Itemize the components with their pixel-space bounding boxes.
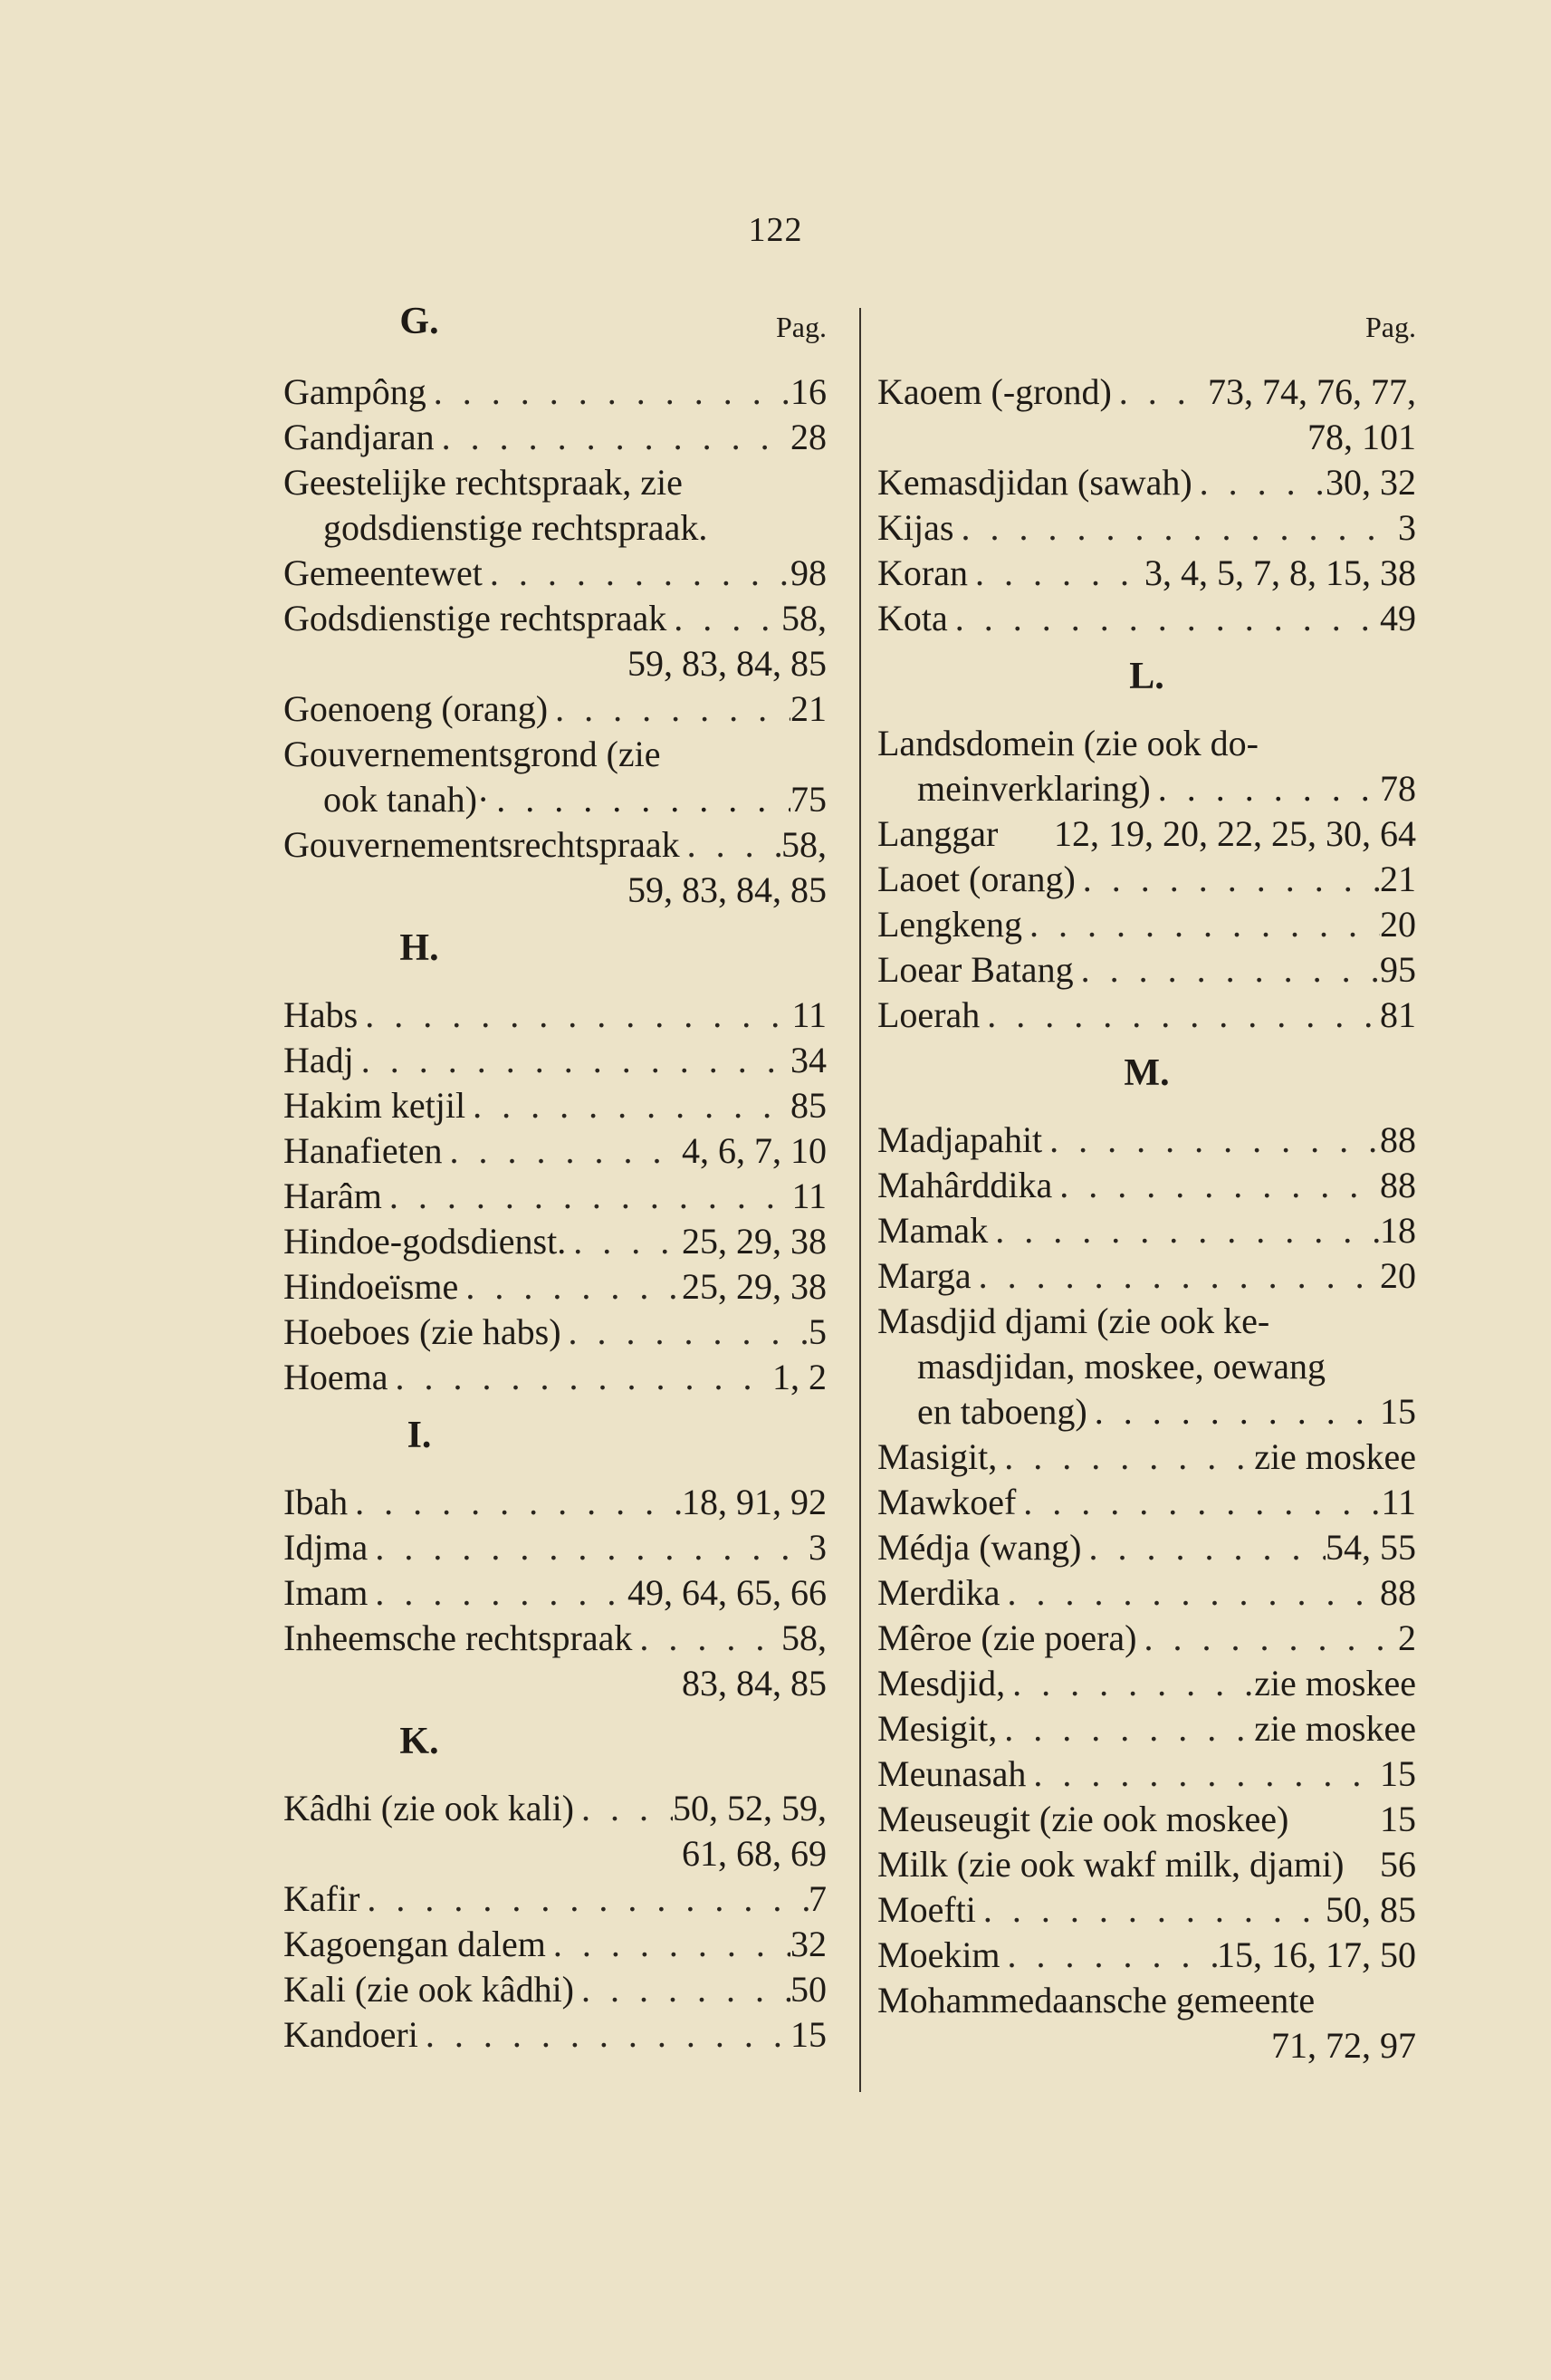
entry-pages-continued: 61, 68, 69 bbox=[682, 1833, 827, 1874]
entry-pages: 3 bbox=[809, 1527, 827, 1568]
index-entry bbox=[877, 1118, 1416, 1163]
entry-pages: 88 bbox=[1380, 1572, 1416, 1613]
index-entry bbox=[877, 1797, 1416, 1842]
entry-term: Médja (wang) bbox=[877, 1527, 1082, 1568]
entry-term: Mêroe (zie poera) bbox=[877, 1617, 1137, 1658]
leader-dots bbox=[1042, 1118, 1380, 1163]
leader-dots bbox=[426, 369, 790, 415]
index-entry bbox=[283, 1174, 827, 1219]
index-entry bbox=[877, 1706, 1416, 1751]
index-entry bbox=[877, 1480, 1416, 1525]
index-entry bbox=[877, 1253, 1416, 1299]
entry-term: en taboeng) bbox=[917, 1391, 1087, 1432]
index-entry bbox=[283, 1570, 827, 1616]
index-entry bbox=[283, 1128, 827, 1174]
leader-dots bbox=[368, 1570, 627, 1616]
index-entry bbox=[283, 686, 827, 732]
entry-term: Hoema bbox=[283, 1357, 388, 1397]
section-letter-g: G. bbox=[399, 301, 439, 342]
entry-term: Gemeentewet bbox=[283, 552, 483, 593]
leader-dots bbox=[948, 596, 1380, 641]
index-entry bbox=[877, 505, 1416, 551]
leader-dots bbox=[458, 1264, 682, 1310]
leader-dots bbox=[1000, 1933, 1217, 1978]
entry-text: Mohammedaansche gemeente bbox=[877, 1980, 1316, 2020]
leader-dots bbox=[988, 1208, 1380, 1253]
entry-pages: 50, 85 bbox=[1326, 1889, 1416, 1930]
leader-dots bbox=[435, 415, 790, 460]
index-entry bbox=[283, 1083, 827, 1128]
entry-term: Loerah bbox=[877, 994, 981, 1035]
index-entry bbox=[877, 993, 1416, 1038]
index-entry bbox=[283, 551, 827, 596]
entry-pages: 5 bbox=[809, 1311, 827, 1352]
index-entry bbox=[283, 369, 827, 415]
index-entry bbox=[283, 1219, 827, 1264]
entry-term: Mesdjid, bbox=[877, 1663, 1006, 1703]
entry-pages: 2 bbox=[1398, 1617, 1416, 1658]
index-entry bbox=[877, 1435, 1416, 1480]
index-entry bbox=[877, 1887, 1416, 1933]
entry-pages: 15, 16, 17, 50 bbox=[1217, 1934, 1416, 1975]
index-entry bbox=[283, 1038, 827, 1083]
leader-dots bbox=[388, 1355, 772, 1400]
leader-dots bbox=[1151, 766, 1380, 811]
entry-pages: 18, 91, 92 bbox=[682, 1482, 827, 1522]
entry-pages: 20 bbox=[1380, 904, 1416, 945]
entry-term: Meunasah bbox=[877, 1753, 1027, 1794]
leader-dots bbox=[1087, 1389, 1380, 1435]
index-entry bbox=[877, 902, 1416, 947]
index-entry bbox=[877, 1616, 1416, 1661]
entry-term: meinverklaring) bbox=[917, 768, 1151, 809]
index-entry bbox=[283, 822, 827, 868]
leader-dots bbox=[442, 1128, 682, 1174]
entry-pages: 3 bbox=[1398, 507, 1416, 548]
entry-term: Mawkoef bbox=[877, 1482, 1017, 1522]
index-entry bbox=[877, 460, 1416, 505]
entry-pages: 1, 2 bbox=[772, 1357, 827, 1397]
leader-dots bbox=[354, 1038, 790, 1083]
entry-pages: 49 bbox=[1380, 598, 1416, 638]
entry-pages: 15 bbox=[790, 2014, 827, 2055]
entry-term: Gandjaran bbox=[283, 417, 435, 457]
entry-term: Laoet (orang) bbox=[877, 859, 1076, 899]
entry-pages: 58, bbox=[781, 1617, 827, 1658]
section-letter-m: M. bbox=[1124, 1052, 1170, 1094]
entry-term: Kali (zie ook kâdhi) bbox=[283, 1969, 574, 2010]
entry-term: Godsdienstige rechtspraak bbox=[283, 598, 667, 638]
index-entry bbox=[283, 1355, 827, 1400]
entry-term: Mamak bbox=[877, 1210, 989, 1251]
entry-pages: 88 bbox=[1380, 1119, 1416, 1160]
entry-pages: 11 bbox=[791, 994, 827, 1035]
leader-dots bbox=[1112, 369, 1208, 415]
entry-pages: 56 bbox=[1380, 1844, 1416, 1885]
entry-pages: 12, 19, 20, 22, 25, 30, 64 bbox=[1054, 813, 1416, 854]
index-entry bbox=[283, 1786, 827, 1831]
index-column-left bbox=[283, 299, 827, 2058]
index-entry bbox=[877, 947, 1416, 993]
entry-term: Imam bbox=[283, 1572, 369, 1613]
entry-pages-continued: 83, 84, 85 bbox=[682, 1663, 827, 1703]
entry-term: Lengkeng bbox=[877, 904, 1022, 945]
index-entry bbox=[877, 1570, 1416, 1616]
leader-dots bbox=[483, 551, 790, 596]
leader-dots bbox=[1026, 1751, 1380, 1797]
index-entry bbox=[877, 551, 1416, 596]
index-entry bbox=[283, 1876, 827, 1922]
leader-dots bbox=[1081, 1525, 1326, 1570]
section-letter-h: H. bbox=[399, 927, 439, 969]
pag-label-right: Pag. bbox=[1365, 311, 1416, 343]
entry-term: Moekim bbox=[877, 1934, 1000, 1975]
entry-pages: zie moskee bbox=[1254, 1436, 1416, 1477]
entry-term: Kemasdjidan (sawah) bbox=[877, 462, 1192, 503]
index-entry bbox=[283, 2012, 827, 2058]
section-letter-i: I. bbox=[407, 1415, 432, 1456]
leader-dots bbox=[358, 993, 791, 1038]
entry-pages-continued: 59, 83, 84, 85 bbox=[627, 643, 827, 684]
index-entry bbox=[877, 1751, 1416, 1797]
index-entry bbox=[877, 1389, 1416, 1435]
entry-term: Meuseugit (zie ook moskee) bbox=[877, 1799, 1289, 1839]
entry-pages: 54, 55 bbox=[1326, 1527, 1416, 1568]
entry-pages: 75 bbox=[790, 779, 827, 820]
leader-dots bbox=[1016, 1480, 1381, 1525]
entry-term: Ibah bbox=[283, 1482, 349, 1522]
entry-pages: zie moskee bbox=[1254, 1663, 1416, 1703]
leader-dots bbox=[680, 822, 781, 868]
entry-term: Milk (zie ook wakf milk, djami) bbox=[877, 1844, 1345, 1885]
index-entry bbox=[283, 415, 827, 460]
leader-dots bbox=[1136, 1616, 1398, 1661]
index-entry bbox=[283, 1922, 827, 1967]
entry-term: Kandoeri bbox=[283, 2014, 418, 2055]
entry-pages: 85 bbox=[790, 1085, 827, 1126]
section-letter-k: K. bbox=[399, 1721, 439, 1762]
entry-text-continued: godsdienstige rechtspraak. bbox=[323, 507, 708, 548]
entry-pages: 21 bbox=[1380, 859, 1416, 899]
entry-pages-continued: 71, 72, 97 bbox=[1271, 2025, 1416, 2066]
entry-term: Loear Batang bbox=[877, 949, 1074, 990]
index-entry bbox=[877, 811, 1416, 857]
entry-pages: zie moskee bbox=[1254, 1708, 1416, 1749]
entry-pages: 4, 6, 7, 10 bbox=[682, 1130, 827, 1171]
entry-term: ook tanah)· bbox=[323, 779, 490, 820]
leader-dots bbox=[997, 1435, 1254, 1480]
entry-pages: 15 bbox=[1380, 1391, 1416, 1432]
index-entry bbox=[877, 1525, 1416, 1570]
index-entry bbox=[283, 1616, 827, 1661]
leader-dots bbox=[976, 1887, 1326, 1933]
entry-pages: 11 bbox=[1381, 1482, 1416, 1522]
entry-term: Koran bbox=[877, 552, 968, 593]
entry-pages-continued: 59, 83, 84, 85 bbox=[627, 869, 827, 910]
entry-pages: 78 bbox=[1380, 768, 1416, 809]
entry-pages: 20 bbox=[1380, 1255, 1416, 1296]
leader-dots bbox=[997, 1706, 1254, 1751]
entry-pages: 7 bbox=[809, 1878, 827, 1919]
index-entry bbox=[877, 596, 1416, 641]
leader-dots bbox=[566, 1219, 682, 1264]
leader-dots bbox=[382, 1174, 792, 1219]
column-header-right bbox=[877, 299, 1416, 353]
index-entry bbox=[877, 857, 1416, 902]
leader-dots bbox=[418, 2012, 790, 2058]
entry-term: Gouvernementsrechtspraak bbox=[283, 824, 680, 865]
entry-term: Goenoeng (orang) bbox=[283, 688, 549, 729]
entry-pages: 15 bbox=[1380, 1799, 1416, 1839]
entry-term: Gampông bbox=[283, 371, 426, 412]
entry-text: Masdjid djami (zie ook ke- bbox=[877, 1300, 1270, 1341]
entry-term: Madjapahit bbox=[877, 1119, 1043, 1160]
entry-pages: 98 bbox=[790, 552, 827, 593]
leader-dots bbox=[368, 1525, 809, 1570]
entry-pages: 34 bbox=[790, 1040, 827, 1080]
index-entry bbox=[877, 369, 1416, 415]
index-column-right bbox=[877, 299, 1416, 2068]
index-entry bbox=[877, 1842, 1416, 1887]
leader-dots bbox=[1076, 857, 1380, 902]
leader-dots bbox=[632, 1616, 781, 1661]
leader-dots bbox=[1052, 1163, 1380, 1208]
entry-pages: 81 bbox=[1380, 994, 1416, 1035]
entry-pages: 88 bbox=[1380, 1165, 1416, 1205]
index-entry bbox=[877, 766, 1416, 811]
entry-term: Langgar bbox=[877, 813, 999, 854]
leader-dots bbox=[359, 1876, 809, 1922]
column-divider bbox=[859, 308, 861, 2092]
leader-dots bbox=[980, 993, 1380, 1038]
entry-pages: 30, 32 bbox=[1326, 462, 1416, 503]
entry-term: Kijas bbox=[877, 507, 954, 548]
entry-term: Masigit, bbox=[877, 1436, 998, 1477]
leader-dots bbox=[953, 505, 1398, 551]
leader-dots bbox=[574, 1786, 673, 1831]
entry-pages-continued: 78, 101 bbox=[1307, 417, 1416, 457]
entry-term: Kota bbox=[877, 598, 948, 638]
entry-pages: 95 bbox=[1380, 949, 1416, 990]
entry-pages: 15 bbox=[1380, 1753, 1416, 1794]
index-entry bbox=[283, 777, 827, 822]
pag-label-left: Pag. bbox=[776, 311, 827, 343]
entry-term: Hadj bbox=[283, 1040, 354, 1080]
entry-pages: 25, 29, 38 bbox=[682, 1266, 827, 1307]
page-number: 122 bbox=[748, 211, 803, 249]
entry-term: Hakim ketjil bbox=[283, 1085, 466, 1126]
entry-term: Hindoe-godsdienst. bbox=[283, 1221, 567, 1262]
index-entry bbox=[877, 1163, 1416, 1208]
entry-pages: 18 bbox=[1380, 1210, 1416, 1251]
leader-dots bbox=[1074, 947, 1380, 993]
entry-term: Kafir bbox=[283, 1878, 360, 1919]
entry-term: Moefti bbox=[877, 1889, 976, 1930]
entry-pages: 11 bbox=[791, 1176, 827, 1216]
entry-term: Mahârddika bbox=[877, 1165, 1053, 1205]
entry-text: Gouvernementsgrond (zie bbox=[283, 734, 661, 774]
entry-term: Mesigit, bbox=[877, 1708, 998, 1749]
entry-pages: 49, 64, 65, 66 bbox=[627, 1572, 827, 1613]
entry-text: Landsdomein (zie ook do- bbox=[877, 723, 1259, 763]
entry-term: Harâm bbox=[283, 1176, 382, 1216]
index-entry bbox=[877, 1208, 1416, 1253]
index-entry bbox=[283, 1310, 827, 1355]
entry-pages: 28 bbox=[790, 417, 827, 457]
entry-pages: 21 bbox=[790, 688, 827, 729]
entry-pages: 50 bbox=[790, 1969, 827, 2010]
leader-dots bbox=[1022, 902, 1380, 947]
leader-dots bbox=[1000, 1570, 1380, 1616]
index-entry bbox=[877, 1933, 1416, 1978]
entry-pages: 25, 29, 38 bbox=[682, 1221, 827, 1262]
entry-term: Kâdhi (zie ook kali) bbox=[283, 1788, 574, 1828]
entry-pages: 73, 74, 76, 77, bbox=[1208, 371, 1416, 412]
entry-term: Idjma bbox=[283, 1527, 369, 1568]
entry-term: Merdika bbox=[877, 1572, 1000, 1613]
index-entry bbox=[283, 993, 827, 1038]
entry-text: Geestelijke rechtspraak, zie bbox=[283, 462, 683, 503]
index-entry bbox=[877, 1661, 1416, 1706]
leader-dots bbox=[1005, 1661, 1254, 1706]
entry-term: Hindoeïsme bbox=[283, 1266, 459, 1307]
entry-term: Habs bbox=[283, 994, 359, 1035]
entry-text-continued: masdjidan, moskee, oewang bbox=[917, 1346, 1326, 1387]
leader-dots bbox=[1192, 460, 1326, 505]
leader-dots bbox=[546, 1922, 790, 1967]
leader-dots bbox=[574, 1967, 790, 2012]
entry-pages: 3, 4, 5, 7, 8, 15, 38 bbox=[1144, 552, 1416, 593]
section-letter-l: L. bbox=[1129, 656, 1164, 697]
entry-term: Hanafieten bbox=[283, 1130, 443, 1171]
index-entry bbox=[283, 596, 827, 641]
leader-dots bbox=[348, 1480, 682, 1525]
column-header-left bbox=[283, 299, 827, 353]
leader-dots bbox=[548, 686, 790, 732]
index-entry bbox=[283, 1264, 827, 1310]
index-entry bbox=[283, 1967, 827, 2012]
entry-term: Hoeboes (zie habs) bbox=[283, 1311, 561, 1352]
entry-term: Marga bbox=[877, 1255, 972, 1296]
entry-pages: 32 bbox=[790, 1924, 827, 1964]
leader-dots bbox=[968, 551, 1144, 596]
leader-dots bbox=[465, 1083, 790, 1128]
entry-pages: 16 bbox=[790, 371, 827, 412]
leader-dots bbox=[489, 777, 790, 822]
leader-dots bbox=[561, 1310, 809, 1355]
entry-pages: 58, bbox=[781, 598, 827, 638]
entry-term: Kagoengan dalem bbox=[283, 1924, 546, 1964]
entry-pages: 50, 52, 59, bbox=[673, 1788, 827, 1828]
entry-term: Inheemsche rechtspraak bbox=[283, 1617, 633, 1658]
entry-pages: 58, bbox=[781, 824, 827, 865]
index-entry bbox=[283, 1525, 827, 1570]
entry-term: Kaoem (-grond) bbox=[877, 371, 1112, 412]
leader-dots bbox=[666, 596, 781, 641]
leader-dots bbox=[972, 1253, 1380, 1299]
index-entry bbox=[283, 1480, 827, 1525]
